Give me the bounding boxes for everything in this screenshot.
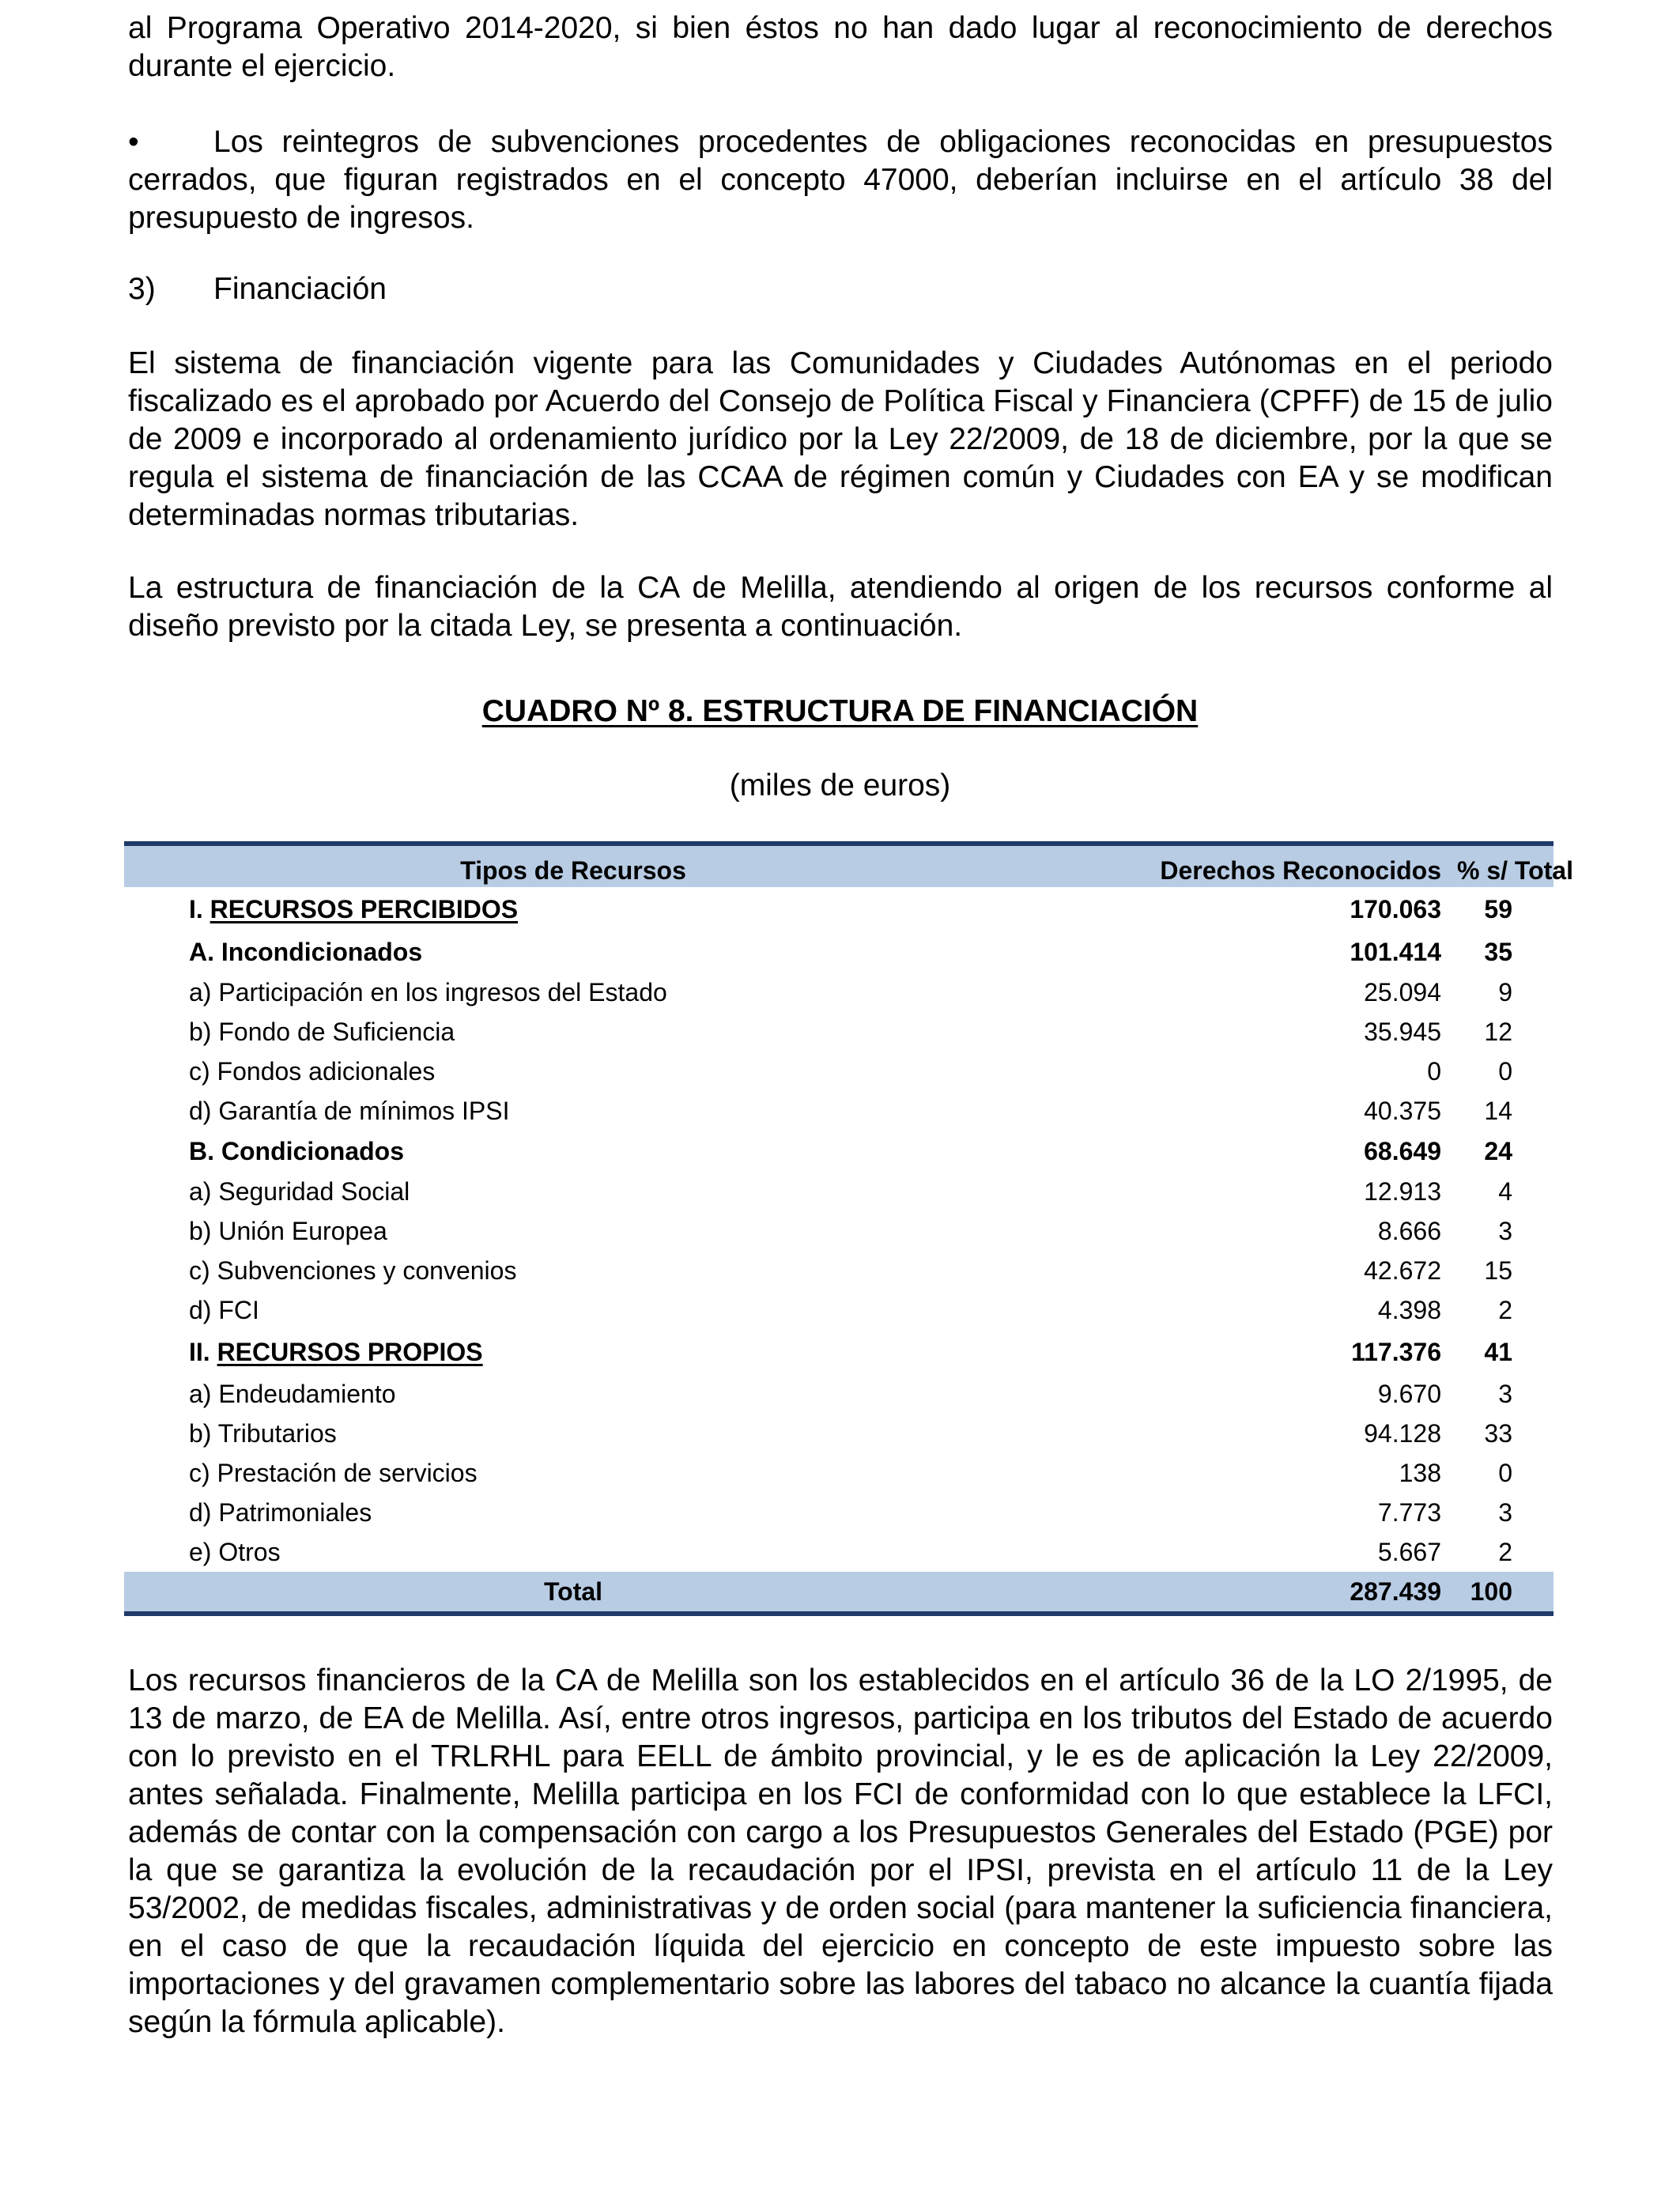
row-label: b) Tributarios (189, 1418, 337, 1448)
table-row (124, 1012, 1554, 1052)
row-value: 12.913 (1364, 1176, 1441, 1206)
row-pct: 15 (1484, 1256, 1512, 1285)
row-pct: 41 (1484, 1337, 1512, 1366)
table-row (124, 972, 1554, 1012)
total-pct: 100 (1457, 1572, 1554, 1611)
row-label (124, 1330, 1022, 1374)
row-label: d) Garantía de mínimos IPSI (189, 1096, 510, 1125)
table-title-text: CUADRO Nº 8. ESTRUCTURA DE FINANCIACIÓN (481, 694, 1199, 728)
row-pct: 0 (1498, 1056, 1512, 1086)
row-value: 117.376 (1351, 1337, 1441, 1366)
row-label-text: RECURSOS PROPIOS (217, 1337, 483, 1366)
row-label: B. Condicionados (189, 1136, 404, 1165)
row-value: 35.945 (1364, 1017, 1441, 1046)
row-label: c) Prestación de servicios (189, 1458, 478, 1487)
bullet-text: Los reintegros de subvenciones procedentes de obligaciones reconocidas en presupuestos cerrados, que figuran registrados en el concepto 47000, deberían incluirse en el artículo 38 del presupuesto de ingresos. (128, 125, 1553, 235)
row-label: A. Incondicionados (189, 937, 423, 966)
row-pct: 4 (1498, 1176, 1512, 1206)
table-subtitle: (miles de euros) (729, 768, 951, 802)
paragraph-recursos: Los recursos financieros de la CA de Melilla son los establecidos en el artículo 36 de la LO 2/1995, de 13 de marzo, de EA de Melilla. Así, entre otros ingresos, participa en los tributos del Estado de acuerdo con lo previsto en el TRLRHL para EELL de ámbito provincial, y le es de aplicación la Ley 22/2009, antes señalada. Finalmente, Melilla participa en los FCI de conformidad con lo que establece la LFCI, además de contar con la compensación con cargo a los Presupuestos Generales del Estado (PGE) por la que se garantiza la evolución de la recaudación por el IPSI, prevista en el artículo 11 de la Ley 53/2002, de medidas fiscales, administrativas y de orden social (para mantener la suficiencia financiera, en el caso de que la recaudación líquida del ejercicio en concepto de este impuesto sobre las importaciones y del gravamen complementario sobre las labores del tabaco no alcance la cuantía fijada según la fórmula aplicable). (128, 1663, 1553, 2039)
row-pct: 35 (1484, 937, 1512, 966)
table-row (124, 1453, 1554, 1493)
total-label: Total (124, 1572, 1022, 1611)
table-row (124, 1172, 1554, 1211)
section-title: Financiación (213, 272, 387, 306)
row-label-text: RECURSOS PERCIBIDOS (210, 894, 519, 923)
row-value: 8.666 (1377, 1216, 1441, 1245)
row-label: a) Endeudamiento (189, 1379, 396, 1408)
row-value: 5.667 (1377, 1537, 1441, 1566)
row-label: c) Subvenciones y convenios (189, 1256, 517, 1285)
table-header-row (124, 846, 1554, 887)
row-label: a) Seguridad Social (189, 1176, 410, 1206)
table-bottom-rule (124, 1611, 1554, 1616)
header-porcentaje: % s/ Total (1457, 846, 1554, 887)
row-label: b) Unión Europea (189, 1216, 387, 1245)
row-pct: 3 (1498, 1216, 1512, 1245)
row-value: 0 (1427, 1056, 1441, 1086)
table-title (0, 693, 1680, 731)
row-label: d) FCI (189, 1295, 259, 1324)
row-pct: 2 (1498, 1537, 1512, 1566)
row-value: 7.773 (1377, 1497, 1441, 1527)
row-pct: 33 (1484, 1418, 1512, 1448)
paragraph-estructura: La estructura de financiación de la CA de Melilla, atendiendo al origen de los recursos conforme al diseño previsto por la citada Ley, se presenta a continuación. (128, 571, 1553, 643)
row-pct: 2 (1498, 1295, 1512, 1324)
table-row (124, 887, 1554, 931)
row-value: 68.649 (1364, 1136, 1441, 1165)
row-value: 25.094 (1364, 977, 1441, 1006)
row-label: a) Participación en los ingresos del Estado (189, 977, 667, 1006)
header-tipos: Tipos de Recursos (124, 846, 1022, 887)
bullet-item-reintegros (128, 123, 1553, 237)
table-row (124, 1131, 1554, 1172)
table-total-row (124, 1572, 1554, 1611)
header-derechos: Derechos Reconocidos (1022, 846, 1457, 887)
row-value: 9.670 (1377, 1379, 1441, 1408)
table-row (124, 1330, 1554, 1374)
table-row (124, 1052, 1554, 1091)
row-label: d) Patrimoniales (189, 1497, 372, 1527)
paragraph-sistema: El sistema de financiación vigente para las Comunidades y Ciudades Autónomas en el periodo fiscalizado es el aprobado por Acuerdo del Consejo de Política Fiscal y Financiera (CPFF) de 15 de julio de 2009 e incorporado al ordenamiento jurídico por la Ley 22/2009, de 18 de diciembre, por la que se regula el sistema de financiación de las CCAA de régimen común y Ciudades con EA y se modifican determinadas normas tributarias. (128, 346, 1553, 532)
section-heading-financiacion (128, 270, 387, 308)
table-row (124, 1414, 1554, 1453)
bullet-icon: • (128, 125, 139, 159)
table-row (124, 1532, 1554, 1572)
row-value: 4.398 (1377, 1295, 1441, 1324)
row-pct: 12 (1484, 1017, 1512, 1046)
row-pct: 3 (1498, 1379, 1512, 1408)
row-pct: 59 (1484, 894, 1512, 923)
row-pct: 24 (1484, 1136, 1512, 1165)
table-row (124, 1374, 1554, 1414)
row-label (124, 887, 1022, 931)
row-value: 138 (1399, 1458, 1441, 1487)
table-row (124, 931, 1554, 972)
financing-structure-table (124, 846, 1573, 1611)
paragraph-intro-continuation: al Programa Operativo 2014-2020, si bien éstos no han dado lugar al reconocimiento de derechos durante el ejercicio. (128, 11, 1553, 83)
row-label: e) Otros (189, 1537, 281, 1566)
row-pct: 0 (1498, 1458, 1512, 1487)
total-value: 287.439 (1022, 1572, 1457, 1611)
row-prefix: I. (189, 894, 210, 923)
table-row (124, 1251, 1554, 1290)
row-value: 101.414 (1350, 937, 1441, 966)
row-label: c) Fondos adicionales (189, 1056, 436, 1086)
row-value: 40.375 (1364, 1096, 1441, 1125)
row-pct: 9 (1498, 977, 1512, 1006)
table-row (124, 1493, 1554, 1532)
table-row (124, 1091, 1554, 1131)
row-value: 42.672 (1364, 1256, 1441, 1285)
financing-table-container (124, 841, 1573, 1616)
row-label: b) Fondo de Suficiencia (189, 1017, 455, 1046)
table-row (124, 1290, 1554, 1330)
table-row (124, 1211, 1554, 1251)
row-pct: 14 (1484, 1096, 1512, 1125)
section-number: 3) (128, 272, 156, 306)
row-value: 94.128 (1364, 1418, 1441, 1448)
row-pct: 3 (1498, 1497, 1512, 1527)
row-value: 170.063 (1350, 894, 1441, 923)
row-prefix: II. (189, 1337, 217, 1366)
